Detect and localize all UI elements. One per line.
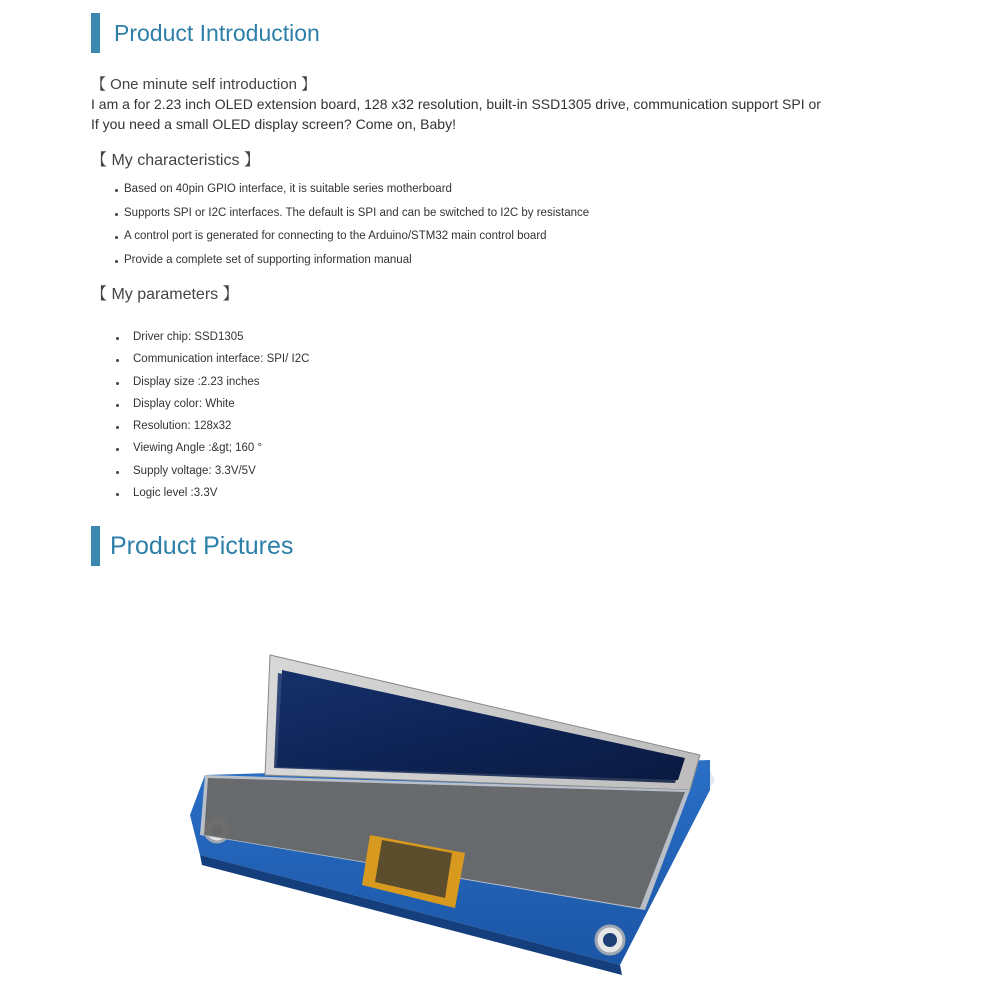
self-intro-heading: 【 One minute self introduction 】 bbox=[91, 76, 317, 93]
list-item: Supports SPI or I2C interfaces. The default is SPI and can be switched to I2C by resistance bbox=[124, 205, 589, 229]
list-item: Provide a complete set of supporting information manual bbox=[124, 252, 589, 276]
list-item: Resolution: 128x32 bbox=[133, 418, 309, 440]
intro-line-1: I am a for 2.23 inch OLED extension board, 128 x32 resolution, built-in SSD1305 drive, communication support SPI or bbox=[91, 96, 821, 112]
bullet-icon bbox=[116, 426, 119, 429]
intro-line-2: If you need a small OLED display screen? Come on, Baby! bbox=[91, 116, 456, 132]
list-item: Logic level :3.3V bbox=[133, 485, 309, 507]
bullet-icon bbox=[115, 213, 118, 216]
bullet-icon bbox=[115, 189, 118, 192]
bullet-icon bbox=[116, 493, 119, 496]
product-pictures-header bbox=[91, 526, 293, 566]
characteristics-list bbox=[124, 181, 589, 275]
section-title: Product Introduction bbox=[114, 20, 320, 46]
mount-hole-right-inner bbox=[603, 933, 617, 947]
list-item: Supply voltage: 3.3V/5V bbox=[133, 463, 309, 485]
bullet-icon bbox=[116, 382, 119, 385]
parameters-heading: 【 My parameters 】 bbox=[91, 286, 239, 303]
bullet-icon bbox=[116, 359, 119, 362]
characteristics-heading: 【 My characteristics 】 bbox=[91, 152, 260, 169]
bullet-icon bbox=[115, 236, 118, 239]
bullet-icon bbox=[116, 448, 119, 451]
list-item: Communication interface: SPI/ I2C bbox=[133, 351, 309, 373]
section-title: Product Pictures bbox=[110, 532, 294, 560]
header-accent-bar bbox=[91, 13, 100, 53]
oled-board-photo bbox=[170, 640, 730, 980]
list-item: Viewing Angle :&gt; 160 ° bbox=[133, 440, 309, 462]
bullet-icon bbox=[116, 404, 119, 407]
header-accent-bar bbox=[91, 526, 100, 566]
bullet-icon bbox=[116, 337, 119, 340]
list-item: Based on 40pin GPIO interface, it is suitable series motherboard bbox=[124, 181, 589, 205]
bullet-icon bbox=[116, 471, 119, 474]
list-item: Display color: White bbox=[133, 396, 309, 418]
bullet-icon bbox=[115, 260, 118, 263]
list-item: Display size :2.23 inches bbox=[133, 374, 309, 396]
product-introduction-header bbox=[91, 13, 320, 53]
list-item: Driver chip: SSD1305 bbox=[133, 329, 309, 351]
oled-screen-face bbox=[274, 673, 682, 783]
list-item: A control port is generated for connecting to the Arduino/STM32 main control board bbox=[124, 228, 589, 252]
parameters-list bbox=[133, 329, 309, 507]
